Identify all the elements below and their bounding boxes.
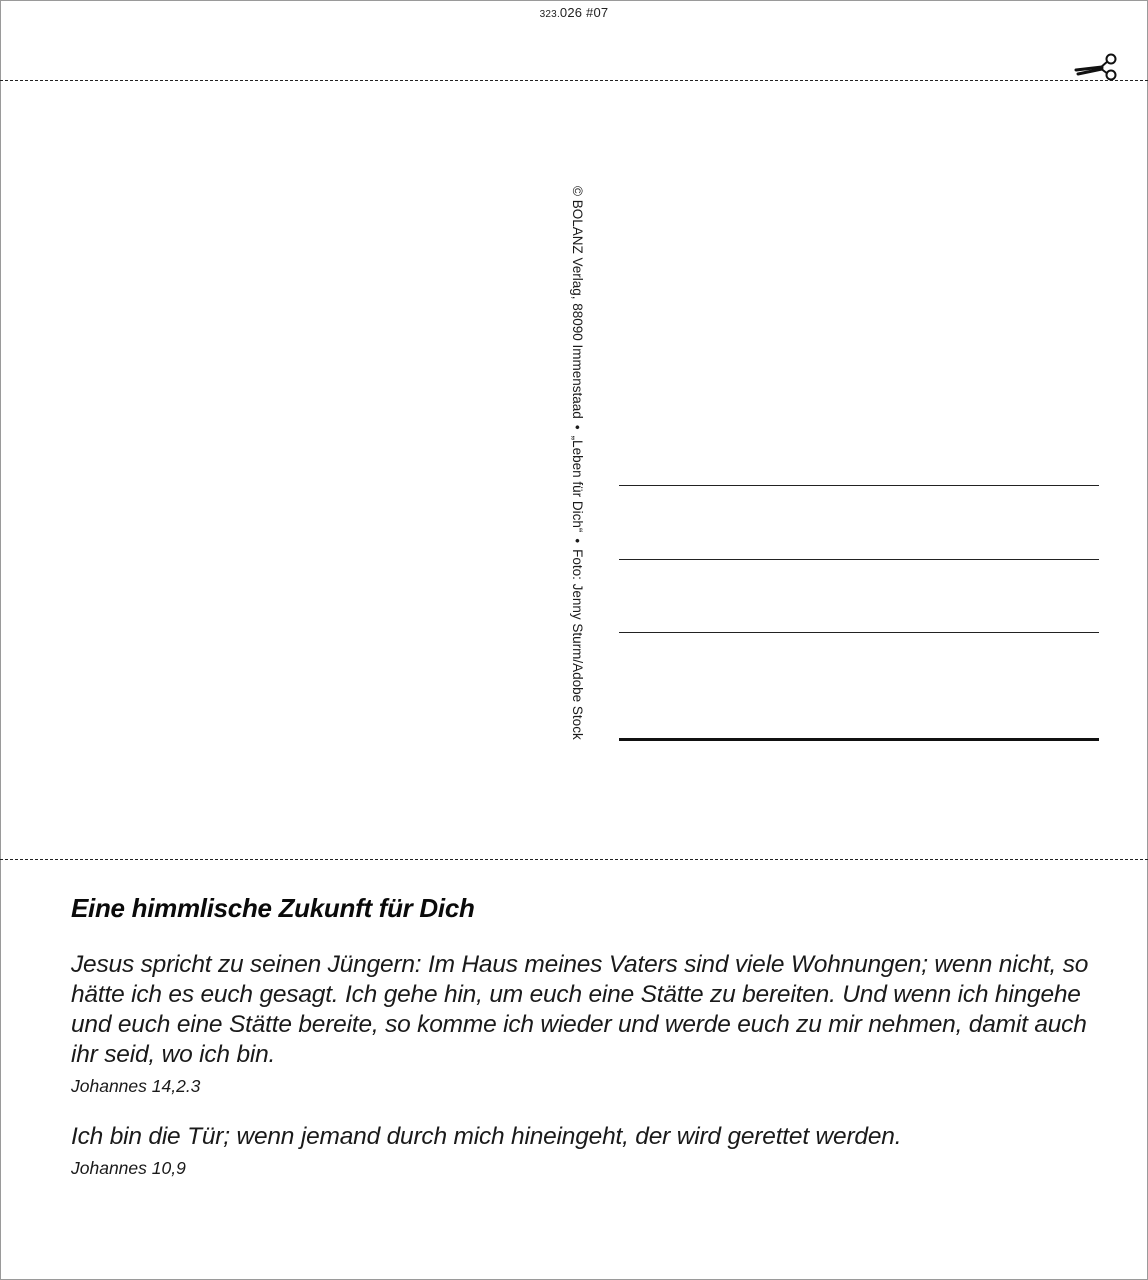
verse-1-line-4: ihr seid, wo ich bin.: [71, 1041, 276, 1068]
card-code-prefix: 323.: [539, 9, 560, 20]
scissors-icon: [1074, 52, 1120, 84]
verse-2: Ich bin die Tür; wenn jemand durch mich hineingeht, der wird gerettet werden.: [71, 1123, 902, 1150]
card-code: [0, 5, 1148, 20]
verse-1-line-2: hätte ich es euch gesagt. Ich gehe hin, um euch eine Stätte zu bereiten. Und wenn ich hingehe: [71, 981, 1081, 1008]
verse-1-reference: Johannes 14,2.3: [71, 1076, 201, 1096]
imprint-bullet-1: •: [570, 424, 585, 430]
address-line-2: [619, 559, 1099, 560]
bottom-cut-line: [0, 859, 1148, 860]
address-line-1: [619, 485, 1099, 486]
verse-1-line-3: und euch eine Stätte bereite, so komme ich wieder und werde euch zu mir nehmen, damit auch: [71, 1011, 1087, 1038]
imprint-publisher: © BOLANZ Verlag, 88090 Immenstaad: [570, 186, 585, 419]
card-code-main: 026 #07: [559, 5, 609, 20]
top-cut-line: [0, 80, 1148, 81]
verse-2-reference: Johannes 10,9: [71, 1158, 186, 1178]
verse-1-line-1: Jesus spricht zu seinen Jüngern: Im Haus meines Vaters sind viele Wohnungen; wenn nicht, so: [71, 951, 1089, 978]
imprint-title: „Leben für Dich“: [570, 435, 585, 533]
verse-1: [71, 950, 1101, 1070]
back-title: Eine himmlische Zukunft für Dich: [71, 893, 475, 923]
imprint-photo: Foto: Jenny Sturm/Adobe Stock: [570, 549, 585, 740]
address-line-3: [619, 632, 1099, 633]
address-line-4: [619, 738, 1099, 741]
imprint-bullet-2: •: [570, 538, 585, 544]
imprint-vertical: [568, 186, 586, 740]
